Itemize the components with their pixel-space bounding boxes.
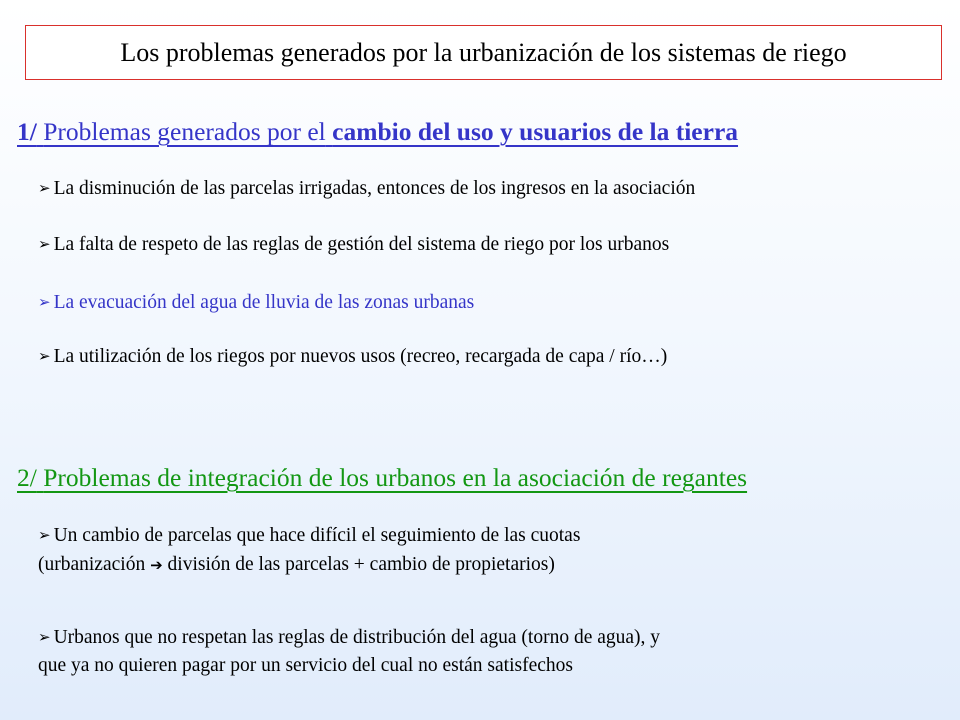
section1-heading-bold: cambio del uso y usuarios de la tierra [332, 117, 739, 146]
section2-bullet-2-line1: Urbanos que no respetan las reglas de distribución del agua (torno de agua), y [53, 627, 661, 648]
section1-heading [17, 117, 738, 147]
section1-heading-start: Problemas generados por el [43, 117, 326, 146]
section2-bullet-1-line2-start: (urbanización [38, 554, 146, 575]
section2-bullet-1-line2-end: división de las parcelas + cambio de propietarios) [167, 554, 555, 575]
arrowhead-bullet-icon: ➢ [38, 179, 51, 197]
slide-title: Los problemas generados por la urbanización de los sistemas de riego [120, 37, 847, 67]
arrowhead-bullet-icon: ➢ [38, 628, 51, 646]
section2-number: 2/ [17, 463, 37, 492]
section1-bullet-1 [38, 175, 695, 203]
section1-bullet-3 [38, 289, 474, 317]
section1-number: 1/ [17, 117, 37, 146]
section2-bullet-2 [38, 624, 660, 652]
right-arrow-icon: ➔ [150, 556, 163, 574]
section1-bullet-2 [38, 231, 669, 259]
section1-bullet-4-text: La utilización de los riegos por nuevos usos (recreo, recargada de capa / río…) [53, 346, 668, 367]
section1-bullet-1-text: La disminución de las parcelas irrigadas, entonces de los ingresos en la asociación [53, 178, 696, 199]
section1-bullet-3-text: La evacuación del agua de lluvia de las zonas urbanas [53, 292, 475, 313]
section2-bullet-1-line1: Un cambio de parcelas que hace difícil el seguimiento de las cuotas [53, 525, 581, 546]
section2-bullet-2-continuation [38, 652, 573, 680]
section1-bullet-4 [38, 343, 667, 371]
arrowhead-bullet-icon: ➢ [38, 347, 51, 365]
section2-heading [17, 463, 747, 493]
section2-heading-text: Problemas de integración de los urbanos en la asociación de regantes [43, 463, 748, 492]
section1-bullet-2-text: La falta de respeto de las reglas de gestión del sistema de riego por los urbanos [53, 234, 670, 255]
arrowhead-bullet-icon: ➢ [38, 293, 51, 311]
section2-bullet-1 [38, 522, 580, 550]
arrowhead-bullet-icon: ➢ [38, 235, 51, 253]
slide-title-box [25, 25, 942, 80]
section2-bullet-1-continuation [38, 551, 555, 579]
arrowhead-bullet-icon: ➢ [38, 526, 51, 544]
section2-bullet-2-line2: que ya no quieren pagar por un servicio del cual no están satisfechos [38, 655, 573, 676]
